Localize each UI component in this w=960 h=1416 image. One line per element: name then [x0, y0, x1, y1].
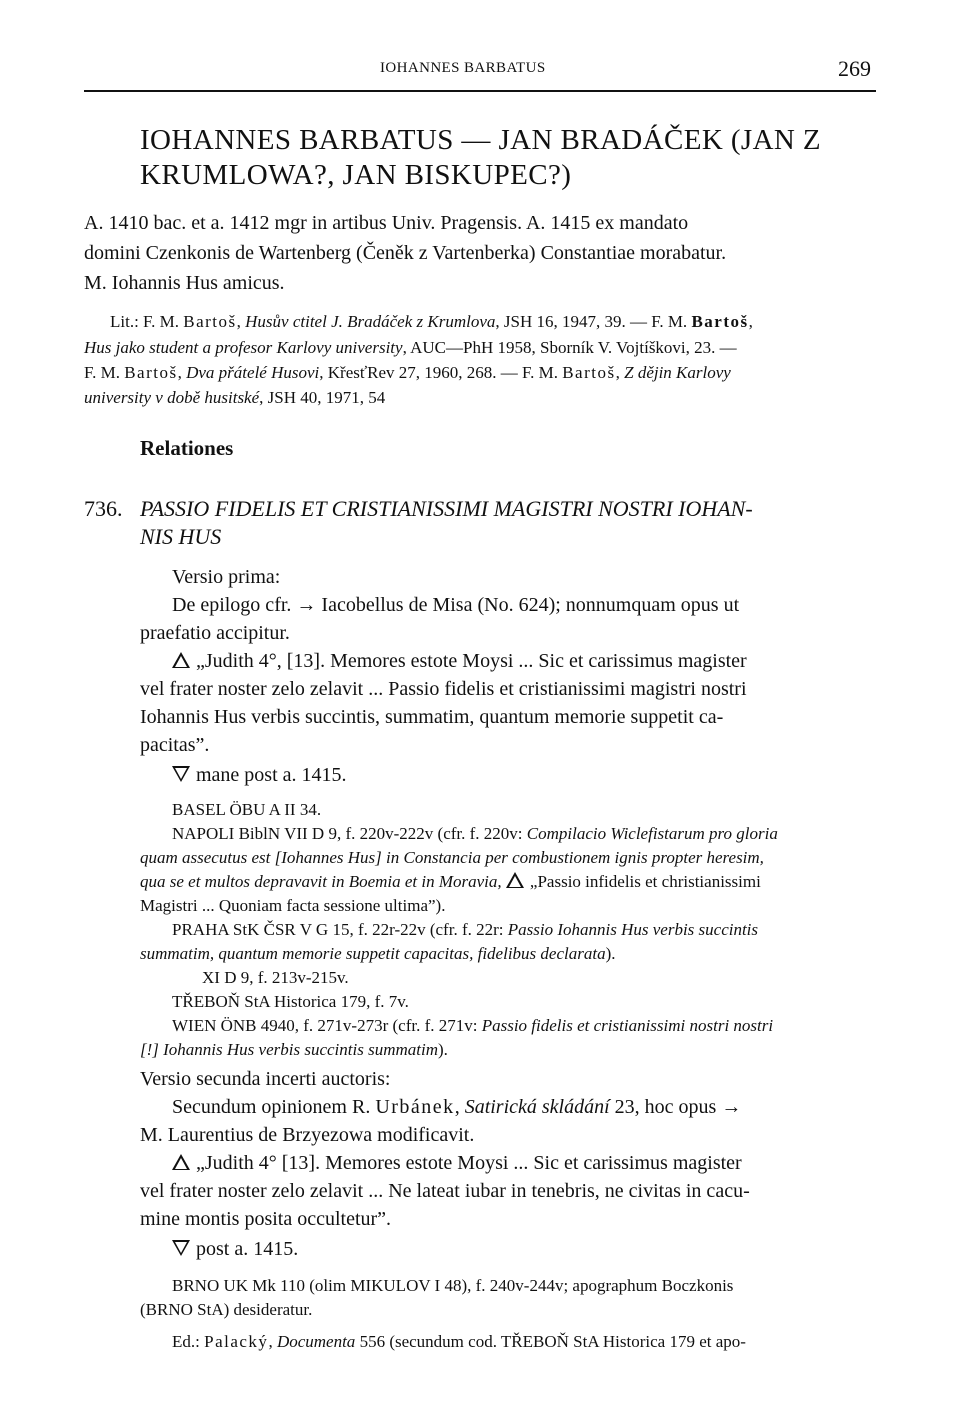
text-run: Bartoš	[691, 312, 749, 331]
ms-napoli-line-2: quam assecutus est [Iohannes Hus] in Constancia per combustionem ignis propter heresim,	[140, 848, 764, 867]
ms-napoli-line-3: qua se et multos depravavit in Boemia et in Moravia, „Passio infidelis et christianissimi	[140, 872, 761, 891]
bio-line-3: M. Iohannis Hus amicus.	[84, 272, 285, 294]
text-run: , JSH 40, 1971, 54	[259, 388, 386, 407]
incipit-line-2: vel frater noster zelo zelavit ... Passio fidelis et cristianissimi magistri nostri	[140, 678, 747, 700]
text-run: Bartoš	[124, 363, 178, 382]
text-run: Bartoš	[183, 312, 237, 331]
ms-basel: BASEL ÖBU A II 34.	[172, 800, 322, 819]
incipit-triangle-icon	[172, 1154, 190, 1170]
ms-wien-line-2: [!] Iohannis Hus verbis succintis summatim).	[140, 1040, 448, 1059]
work-title-line-2: NIS HUS	[140, 524, 222, 549]
secunda-line-1: Secundum opinionem R. Urbánek, Satirická skládání 23, hoc opus →	[172, 1096, 742, 1118]
incipit2-line-3: mine montis posita occultetur”.	[140, 1208, 392, 1230]
edition-line: Ed.: Palacký, Documenta 556 (secundum cod. TŘEBOŇ StA Historica 179 et apo-	[172, 1332, 746, 1351]
incipit-line-4: pacitas”.	[140, 734, 210, 756]
date-triangle-icon	[172, 1240, 190, 1256]
running-head: IOHANNES BARBATUS	[380, 60, 546, 76]
date2-line: post a. 1415.	[172, 1238, 298, 1261]
ms-napoli-line-4: Magistri ... Quoniam facta sessione ultima”).	[140, 896, 446, 915]
text-run: ,	[236, 312, 246, 331]
bio-line-1: A. 1410 bac. et a. 1412 mgr in artibus Univ. Pragensis. A. 1415 ex mandato	[84, 212, 689, 234]
literature-line-1	[110, 312, 753, 332]
text-run: ,	[748, 312, 753, 331]
ms-napoli-line-1: NAPOLI BiblN VII D 9, f. 220v-222v (cfr. f. 220v: Compilacio Wiclefistarum pro gloria	[172, 824, 778, 843]
incipit-line-3: Iohannis Hus verbis succintis, summatim, quantum memorie suppetit ca-	[140, 706, 724, 728]
entry-number: 736.	[84, 496, 123, 521]
literature-line-3	[84, 363, 731, 383]
incipit-triangle-icon	[172, 652, 190, 668]
literature-line-4	[84, 388, 385, 408]
ms-praha-line-1: PRAHA StK ČSR V G 15, f. 22r-22v (cfr. f. 22r: Passio Iohannis Hus verbis succintis	[172, 920, 759, 939]
incipit2-line-2: vel frater noster zelo zelavit ... Ne lateat iubar in tenebris, ne civitas in cacu-	[140, 1180, 750, 1202]
work-title-line-1: PASSIO FIDELIS ET CRISTIANISSIMI MAGISTRI NOSTRI IOHAN-	[140, 496, 753, 521]
header-rule	[84, 90, 876, 92]
text-run: Z dějin Karlovy	[624, 363, 731, 382]
page-number: 269	[838, 56, 871, 81]
text-run: , JSH 16, 1947, 39. — F. M.	[495, 312, 692, 331]
text-run: , KřesťRev 27, 1960, 268. — F. M.	[319, 363, 563, 382]
versio-prima-heading: Versio prima:	[172, 566, 281, 588]
incipit-triangle-icon	[506, 872, 524, 888]
ms-praha-xi: XI D 9, f. 213v-215v.	[202, 968, 349, 987]
ms-brno-line-1: BRNO UK Mk 110 (olim MIKULOV I 48), f. 240v-244v; apographum Boczkonis	[172, 1276, 734, 1295]
ms-brno-line-2: (BRNO StA) desideratur.	[140, 1300, 313, 1319]
relationes-heading: Relationes	[140, 436, 234, 460]
incipit-line-1: „Judith 4°, [13]. Memores estote Moysi ... Sic et carissimus magister	[172, 650, 747, 673]
cross-reference-arrow: →	[296, 594, 317, 616]
text-run: university v době husitské	[84, 388, 260, 407]
ms-wien-line-1: WIEN ÖNB 4940, f. 271v-273r (cfr. f. 271v: Passio fidelis et cristianissimi nostri nostri	[172, 1016, 774, 1035]
literature-line-2	[84, 338, 737, 358]
epilogo-line-1: De epilogo cfr. → Iacobellus de Misa (No. 624); nonnumquam opus ut	[172, 594, 740, 616]
text-run: F. M.	[84, 363, 125, 382]
date-line: mane post a. 1415.	[172, 764, 347, 787]
ms-praha-line-2: summatim, quantum memorie suppetit capacitas, fidelibus declarata).	[140, 944, 616, 963]
entry-title-line-1: IOHANNES BARBATUS — JAN BRADÁČEK (JAN Z	[140, 124, 822, 156]
cross-reference-arrow: →	[721, 1096, 742, 1118]
text-run: Husův ctitel J. Bradáček z Krumlova	[245, 312, 496, 331]
epilogo-line-2: praefatio accipitur.	[140, 622, 290, 644]
text-run: Bartoš	[562, 363, 616, 382]
text-run: , AUC—PhH 1958, Sborník V. Vojtíškovi, 23. —	[402, 338, 737, 357]
ms-trebon: TŘEBOŇ StA Historica 179, f. 7v.	[172, 992, 409, 1011]
secunda-line-2: M. Laurentius de Brzyezowa modificavit.	[140, 1124, 475, 1146]
date-triangle-icon	[172, 766, 190, 782]
text-run: Dva přátelé Husovi	[186, 363, 320, 382]
versio-secunda-heading: Versio secunda incerti auctoris:	[140, 1068, 391, 1090]
text-run: ,	[177, 363, 187, 382]
text-run: Hus jako student a profesor Karlovy university	[84, 338, 403, 357]
incipit2-line-1: „Judith 4° [13]. Memores estote Moysi ... Sic et carissimus magister	[172, 1152, 742, 1175]
entry-title-line-2: KRUMLOWA?, JAN BISKUPEC?)	[140, 159, 572, 191]
text-run: Lit.: F. M.	[110, 312, 184, 331]
bio-line-2: domini Czenkonis de Wartenberg (Čeněk z Vartenberka) Constantiae morabatur.	[84, 242, 727, 264]
text-run: ,	[615, 363, 625, 382]
